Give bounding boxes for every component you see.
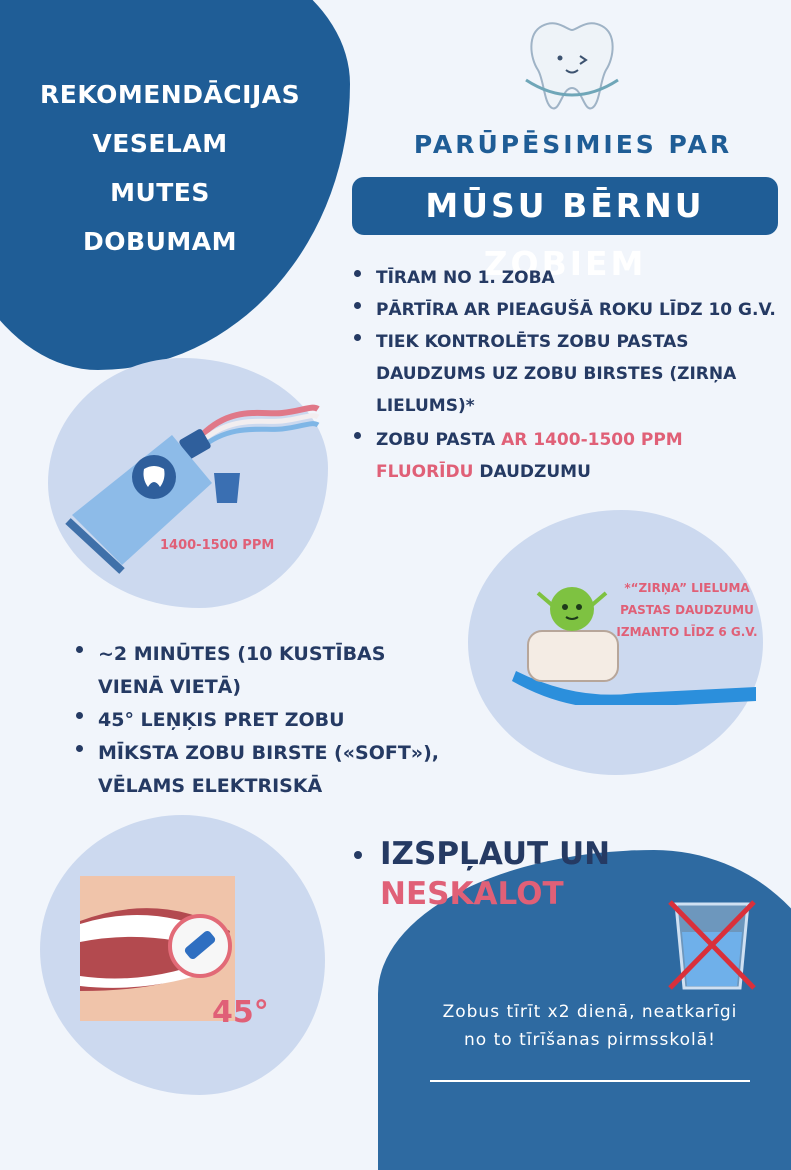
list-item: TĪRAM NO 1. ZOBA xyxy=(350,262,780,294)
list-item: TIEK KONTROLĒTS ZOBU PASTAS DAUDZUMS UZ ZOBU BIRSTES (ZIRŅA LIELUMS)* xyxy=(350,326,780,422)
banner-title: MŪSU BĒRNU ZOBIEM xyxy=(352,177,778,235)
list-item: ~2 MINŪTES (10 KUSTĪBAS VIENĀ VIETĀ) xyxy=(72,638,452,704)
subtitle: PARŪPĒSIMIES PAR xyxy=(413,130,733,159)
footer-note: Zobus tīrīt x2 dienā, neatkarīgi no to tīrīšanas pirmsskolā! xyxy=(442,1002,738,1050)
left-title-line-3: MUTES DOBUMAM xyxy=(83,178,237,256)
left-title xyxy=(40,70,301,266)
list-item-text: DAUDZUMU xyxy=(473,462,591,482)
list-item: MĪKSTA ZOBU BIRSTE («SOFT»), VĒLAMS ELEKTRISKĀ xyxy=(72,737,452,803)
footer-divider xyxy=(430,1080,750,1082)
list-item-text: IZSPĻAUT UN xyxy=(380,836,611,872)
fluoride-highlight: AR 1400-1500 PPM FLUORĪDU xyxy=(376,430,683,482)
ppm-label: 1400-1500 PPM xyxy=(160,538,275,553)
no-rinse-highlight: NESKALOT xyxy=(380,876,564,912)
left-title-line-2: VESELAM xyxy=(92,129,228,158)
list-item-text: ZOBU PASTA xyxy=(376,430,502,450)
list-item: 45° LEŅĶIS PRET ZOBU xyxy=(72,704,452,737)
list-item: PĀRTĪRA AR PIEAGUŠĀ ROKU LĪDZ 10 G.V. xyxy=(350,294,780,326)
crossed-glass-icon xyxy=(662,892,762,992)
left-title-line-1: REKOMENDĀCIJAS xyxy=(40,80,301,109)
angle-label: 45° xyxy=(212,995,269,1030)
recommendations-list-2 xyxy=(72,638,452,803)
tooth-mascot-icon xyxy=(522,18,622,116)
recommendations-list-1 xyxy=(350,262,780,488)
list-item xyxy=(350,424,780,488)
pea-note: *“ZIRŅA” LIELUMA PASTAS DAUDZUMU IZMANTO LĪDZ 6 G.V. xyxy=(616,581,758,639)
